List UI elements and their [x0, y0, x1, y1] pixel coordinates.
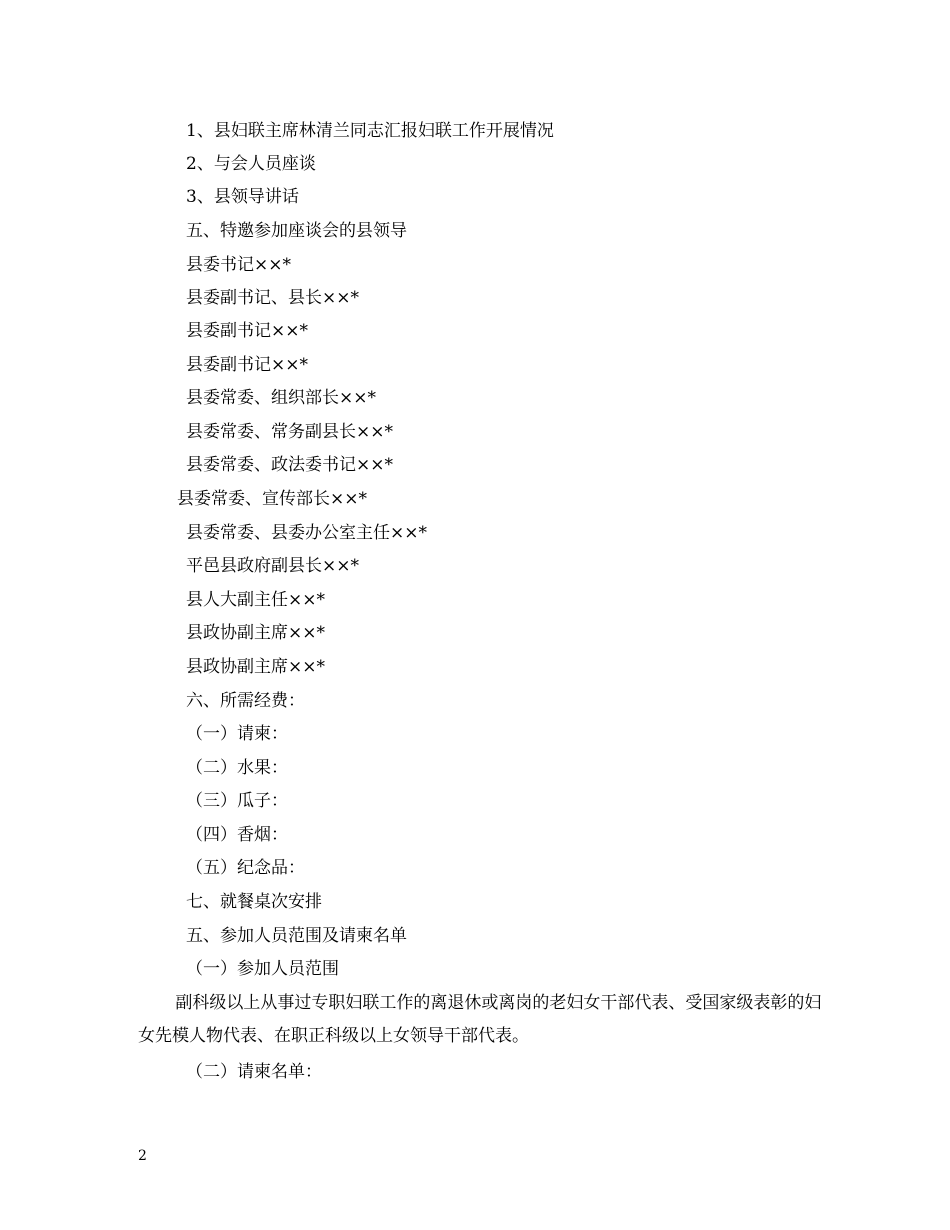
leader-item: 县委常委、常务副县长××* [186, 422, 393, 442]
expense-item: （一）请柬： [186, 724, 288, 744]
expense-item: （五）纪念品： [186, 858, 305, 878]
section-seven-heading: 七、就餐桌次安排 [186, 892, 322, 912]
expense-item: （三）瓜子： [186, 791, 288, 811]
invite-list-heading: （二）请柬名单： [186, 1062, 322, 1082]
leader-item: 县委常委、政法委书记××* [186, 455, 393, 475]
agenda-item-1: 1、县妇联主席林清兰同志汇报妇联工作开展情况 [186, 121, 554, 141]
expense-item: （四）香烟： [186, 825, 288, 845]
leader-item: 县委副书记、县长××* [186, 288, 359, 308]
leader-item: 县委副书记××* [186, 321, 308, 341]
scope-heading: （一）参加人员范围 [186, 959, 339, 979]
leader-item: 平邑县政府副县长××* [186, 556, 359, 576]
agenda-item-2: 2、与会人员座谈 [186, 154, 316, 174]
leader-item: 县人大副主任××* [186, 590, 325, 610]
leader-item: 县委常委、县委办公室主任××* [186, 523, 427, 543]
agenda-item-3: 3、县领导讲话 [186, 187, 299, 207]
leader-item: 县政协副主席××* [186, 623, 325, 643]
participants-heading: 五、参加人员范围及请柬名单 [186, 926, 407, 946]
page-number: 2 [138, 1148, 147, 1164]
leader-item: 县委书记××* [186, 255, 291, 275]
leader-item: 县政协副主席××* [186, 657, 325, 677]
leader-item: 县委副书记××* [186, 355, 308, 375]
leader-item: 县委常委、宣传部长××* [177, 489, 367, 509]
expense-item: （二）水果： [186, 758, 288, 778]
scope-paragraph: 副科级以上从事过专职妇联工作的离退休或离岗的老妇女干部代表、受国家级表彰的妇女先模人物代表、在职正科级以上女领导干部代表。 [138, 993, 822, 1046]
section-six-heading: 六、所需经费： [186, 691, 305, 711]
section-five-heading: 五、特邀参加座谈会的县领导 [186, 221, 407, 241]
leader-item: 县委常委、组织部长××* [186, 388, 376, 408]
